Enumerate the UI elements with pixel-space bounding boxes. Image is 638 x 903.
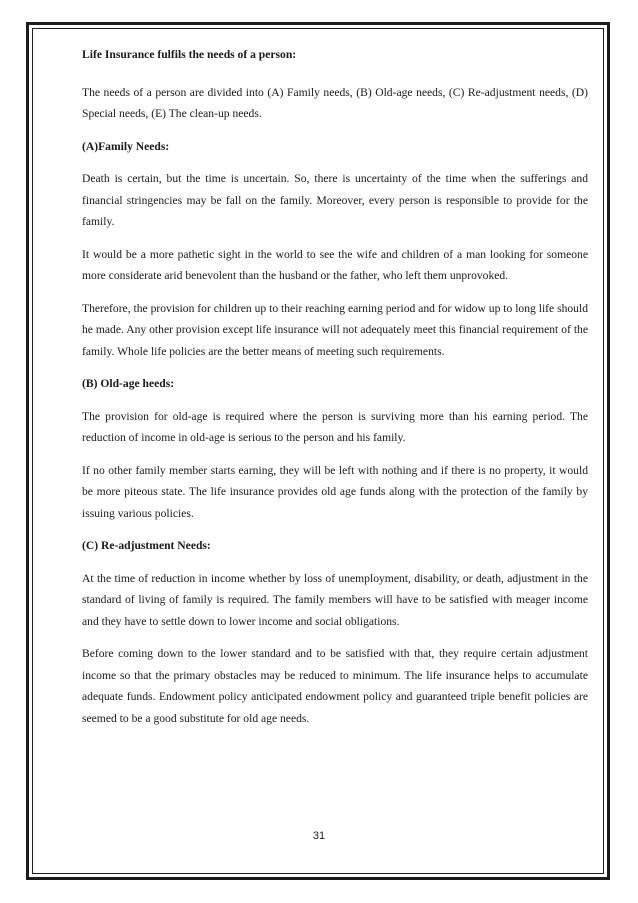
page-number: 31 <box>312 830 326 842</box>
intro-paragraph: The needs of a person are divided into (A) Family needs, (B) Old-age needs, (C) Re-adjustment needs, (D) Special needs, (E) The clean-up needs. <box>82 85 588 120</box>
old-age-paragraph-2: If no other family member starts earning, they will be left with nothing and if there is no property, it would be more piteous state. The life insurance provides old age funds along with the protection of the family by issuing various policies. <box>82 463 588 520</box>
page-content <box>82 44 588 740</box>
family-needs-paragraph-1: Death is certain, but the time is uncertain. So, there is uncertainty of the time when the sufferings and financial stringencies may be fall on the family. Moreover, every person is responsible to provide for the family. <box>82 172 588 228</box>
old-age-paragraph-1: The provision for old-age is required where the person is surviving more than his earning period. The reduction of income in old-age is serious to the person and his family. <box>82 409 588 444</box>
section-heading-family-needs: (A)Family Needs: <box>82 139 170 153</box>
family-needs-paragraph-3: Therefore, the provision for children up to their reaching earning period and for widow up to long life should he made. Any other provision except life insurance will not adequately meet this financial requirement of the family. Whole life policies are the better means of meeting such requirements. <box>82 301 588 358</box>
readjustment-paragraph-2: Before coming down to the lower standard and to be satisfied with that, they require certain adjustment income so that the primary obstacles may be reduced to minimum. The life insurance helps to accumulate adequate funds. Endowment policy anticipated endowment policy and guaranteed triple benefit policies are seemed to be a good substitute for old age needs. <box>82 647 588 725</box>
family-needs-paragraph-2: It would be a more pathetic sight in the world to see the wife and children of a man looking for someone more considerate arid benevolent than the husband or the father, who left them unprovoked. <box>82 247 588 282</box>
document-title: Life Insurance fulfils the needs of a person: <box>82 48 297 61</box>
section-heading-old-age-needs: (B) Old-age heeds: <box>82 377 175 390</box>
section-heading-readjustment-needs: (C) Re-adjustment Needs: <box>82 539 211 552</box>
readjustment-paragraph-1: At the time of reduction in income whether by loss of unemployment, disability, or death, adjustment in the standard of living of family is required. The family members will have to be satisfied with meager income and they have to settle down to lower income and social obligations. <box>82 571 588 628</box>
